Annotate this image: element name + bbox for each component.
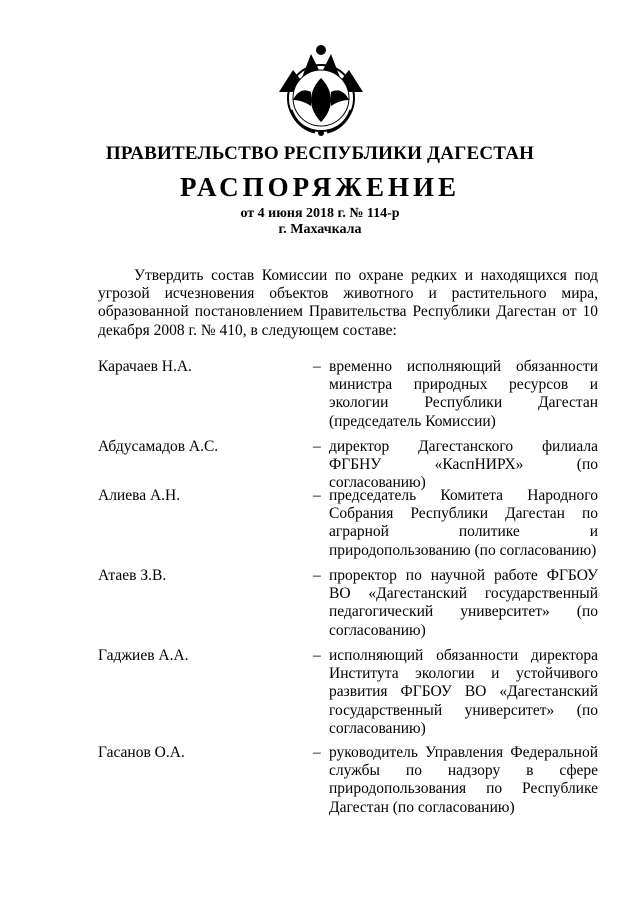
member-role: проректор по научной работе ФГБОУ ВО «Дагестанский государственный педагогический университет» (по согласованию) <box>329 567 598 639</box>
date-number: от 4 июня 2018 г. № 114-р <box>240 206 400 221</box>
member-dash: – <box>313 744 321 761</box>
city: г. Махачкала <box>278 222 362 237</box>
member-name: Гасанов О.А. <box>98 744 185 761</box>
document-type: РАСПОРЯЖЕНИЕ <box>179 172 461 202</box>
member-role: директор Дагестанского филиала ФГБНУ «КаспНИРХ» (по согласованию) <box>329 438 598 492</box>
member-dash: – <box>313 567 321 584</box>
member-name: Гаджиев А.А. <box>98 647 189 664</box>
member-role: исполняющий обязанности директора Института экологии и устойчивого развития ФГБОУ ВО «Дагестанский государственный университет» (по согласованию) <box>329 647 598 737</box>
member-dash: – <box>313 358 321 375</box>
member-name: Атаев З.В. <box>98 567 167 584</box>
dagestan-coat-of-arms-icon <box>271 40 371 140</box>
member-role: председатель Комитета Народного Собрания Республики Дагестан по аграрной политике и природопользованию (по согласованию) <box>329 487 598 559</box>
member-dash: – <box>313 438 321 455</box>
member-name: Алиева А.Н. <box>98 487 181 504</box>
government-title: ПРАВИТЕЛЬСТВО РЕСПУБЛИКИ ДАГЕСТАН <box>105 143 535 164</box>
member-dash: – <box>313 647 321 664</box>
member-name: Карачаев Н.А. <box>98 358 192 375</box>
member-role: руководитель Управления Федеральной службы по надзору в сфере природопользования по Республике Дагестан (по согласованию) <box>329 744 598 816</box>
member-role: временно исполняющий обязанности министра природных ресурсов и экологии Республики Дагестан (председатель Комиссии) <box>329 358 598 430</box>
intro-paragraph: Утвердить состав Комиссии по охране редких и находящихся под угрозой исчезновения объектов животного и растительного мира, образованной постановлением Правительства Республики Дагестан от 10 декабря 2008 г. № 410, в следующем составе: <box>98 267 598 339</box>
member-name: Абдусамадов А.С. <box>98 438 219 455</box>
member-dash: – <box>313 487 321 504</box>
